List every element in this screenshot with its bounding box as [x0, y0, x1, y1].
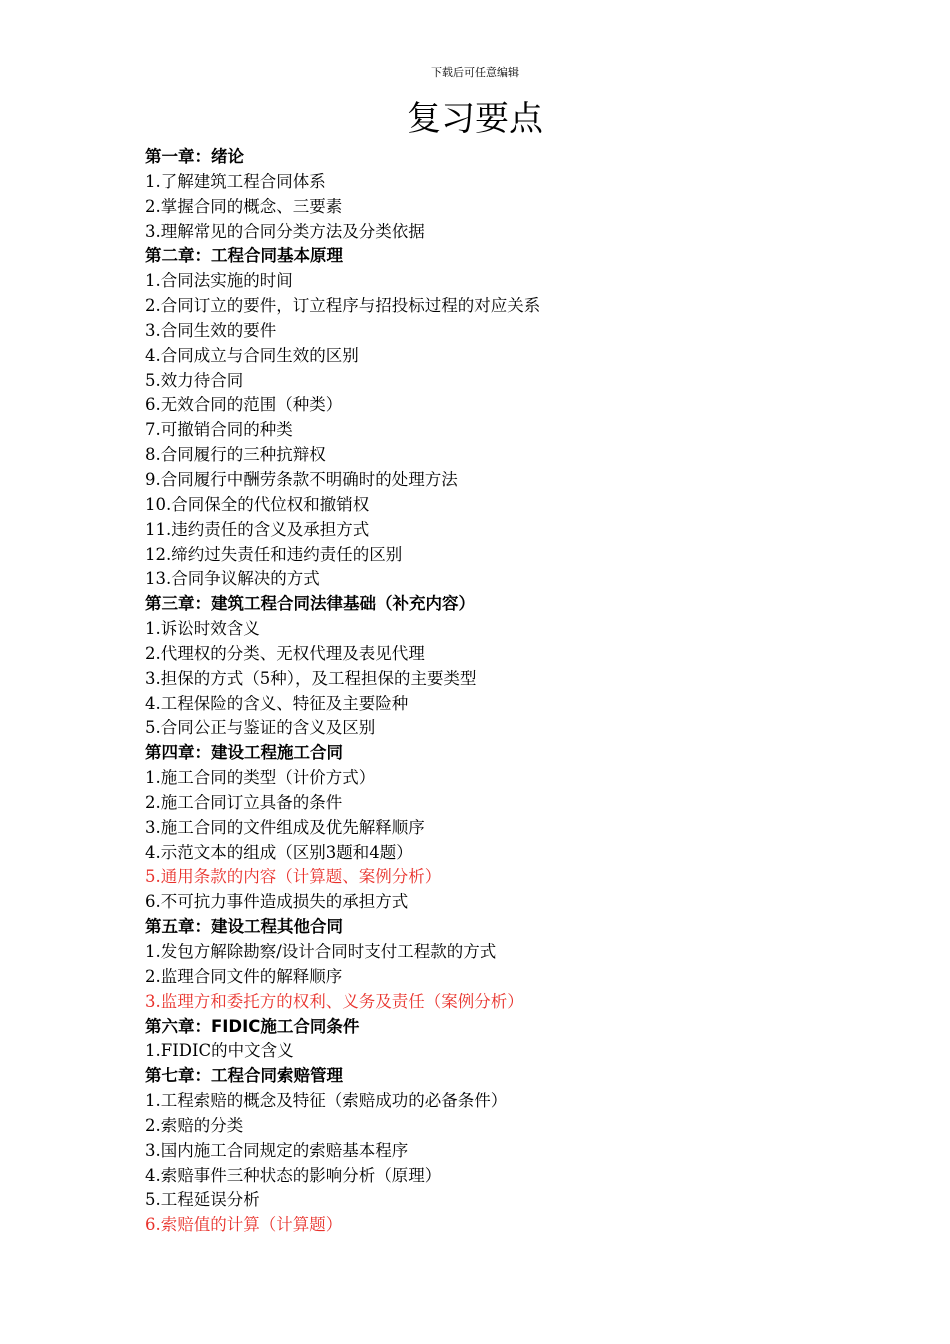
outline-item: 10.合同保全的代位权和撤销权 — [145, 494, 370, 514]
outline-item: 5.效力待合同 — [145, 370, 244, 390]
outline-item: 4.工程保险的含义、特征及主要险种 — [145, 693, 409, 713]
outline-item: 2.施工合同订立具备的条件 — [145, 792, 343, 812]
outline-item: 12.缔约过失责任和违约责任的区别 — [145, 544, 403, 564]
outline-item: 5.合同公正与鉴证的含义及区别 — [145, 718, 376, 738]
outline-item: 11.违约责任的含义及承担方式 — [145, 519, 370, 539]
outline-item-highlighted: 3.监理方和委托方的权利、义务及责任（案例分析） — [145, 991, 524, 1011]
outline-item: 2.掌握合同的概念、三要素 — [145, 196, 343, 216]
outline-item: 4.示范文本的组成（区别3题和4题） — [145, 842, 413, 862]
outline — [145, 145, 865, 1238]
outline-item: 1.发包方解除勘察/设计合同时支付工程款的方式 — [145, 942, 497, 961]
outline-item: 2.索赔的分类 — [145, 1115, 244, 1135]
header-note: 下载后可任意编辑 — [431, 66, 519, 79]
outline-item: 9.合同履行中酬劳条款不明确时的处理方法 — [145, 469, 458, 489]
outline-item: 2.代理权的分类、无权代理及表见代理 — [145, 643, 425, 663]
outline-item-highlighted: 5.通用条款的内容（计算题、案例分析） — [145, 867, 442, 887]
outline-item: 1.了解建筑工程合同体系 — [145, 171, 326, 191]
outline-item: 1.FIDIC的中文含义 — [145, 1041, 294, 1061]
chapter-heading: 第四章：建设工程施工合同 — [145, 743, 343, 763]
outline-item: 3.理解常见的合同分类方法及分类依据 — [145, 221, 425, 241]
outline-item: 3.担保的方式（5种），及工程担保的主要类型 — [145, 668, 477, 688]
outline-item: 6.无效合同的范围（种类） — [145, 395, 343, 415]
outline-item: 7.可撤销合同的种类 — [145, 420, 293, 440]
outline-item: 2.监理合同文件的解释顺序 — [145, 966, 343, 986]
chapter-heading: 第五章：建设工程其他合同 — [145, 917, 343, 937]
chapter-heading: 第七章：工程合同索赔管理 — [145, 1066, 343, 1086]
chapter-heading: 第一章：绪论 — [145, 147, 244, 166]
chapter-heading: 第六章：FIDIC施工合同条件 — [145, 1016, 360, 1036]
outline-item: 2.合同订立的要件，订立程序与招投标过程的对应关系 — [145, 296, 541, 316]
outline-item: 8.合同履行的三种抗辩权 — [145, 445, 326, 465]
outline-item: 1.合同法实施的时间 — [145, 271, 293, 291]
outline-item: 4.索赔事件三种状态的影响分析（原理） — [145, 1165, 442, 1185]
outline-item: 3.国内施工合同规定的索赔基本程序 — [145, 1140, 409, 1160]
outline-item: 3.合同生效的要件 — [145, 320, 277, 340]
outline-item: 13.合同争议解决的方式 — [145, 569, 320, 589]
outline-item: 1.诉讼时效含义 — [145, 619, 260, 639]
outline-item: 3.施工合同的文件组成及优先解释顺序 — [145, 817, 425, 837]
outline-item: 6.不可抗力事件造成损失的承担方式 — [145, 892, 409, 912]
outline-item-highlighted: 6.索赔值的计算（计算题） — [145, 1215, 343, 1235]
chapter-heading: 第二章：工程合同基本原理 — [145, 246, 343, 266]
chapter-heading: 第三章：建筑工程合同法律基础（补充内容） — [145, 594, 475, 614]
outline-item: 5.工程延误分析 — [145, 1190, 260, 1210]
outline-item: 1.工程索赔的概念及特征（索赔成功的必备条件） — [145, 1091, 508, 1111]
outline-item: 1.施工合同的类型（计价方式） — [145, 768, 376, 788]
page-title: 复习要点 — [407, 99, 543, 139]
outline-item: 4.合同成立与合同生效的区别 — [145, 345, 359, 365]
